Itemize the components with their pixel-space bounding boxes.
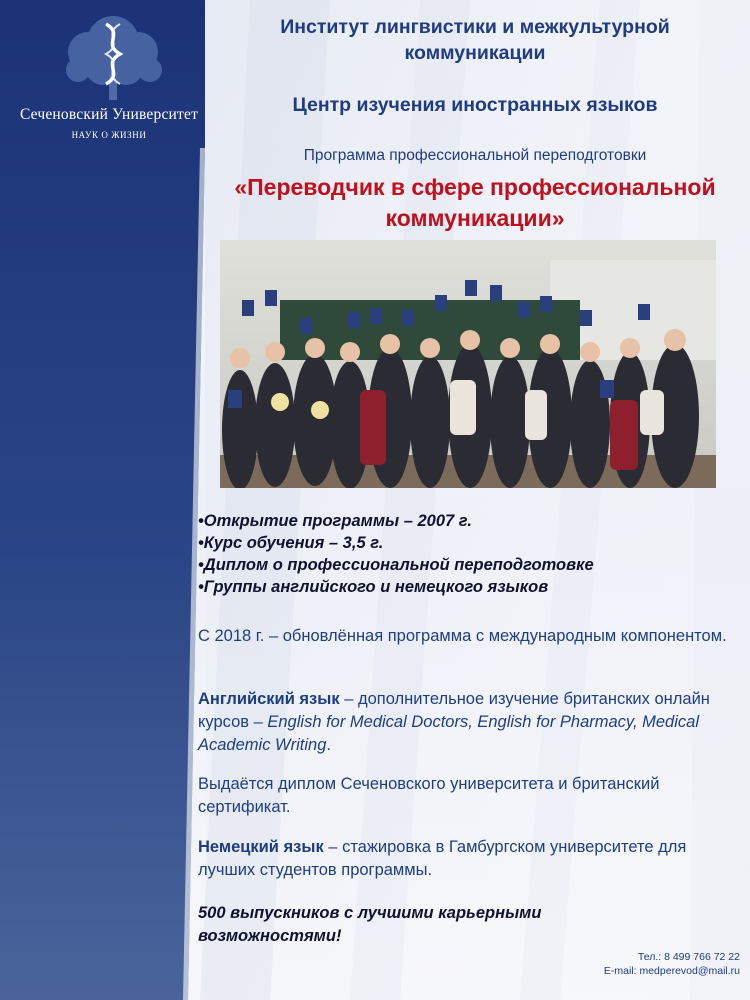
graduates-group-photo (220, 240, 716, 488)
contacts-block (604, 950, 740, 978)
graduates-statement: 500 выпускников с лучшими карьерными возможностями! (198, 904, 542, 945)
list-item: •Группы английского и немецкого языков (198, 578, 549, 596)
update-paragraph: С 2018 г. – обновлённая программа с международным компонентом. (198, 627, 727, 645)
logo-tagline: НАУК О ЖИЗНИ (71, 130, 147, 140)
german-text: – стажировка в Гамбургском университете для лучших студентов программы. (198, 838, 687, 879)
center-title: Центр изучения иностранных языков (292, 94, 658, 116)
list-item: •Открытие программы – 2007 г. (198, 512, 472, 530)
logo-university-name: Сеченовский Университет (19, 106, 199, 123)
english-end: . (326, 736, 331, 754)
german-lead: Немецкий язык (198, 838, 324, 856)
english-lead: Английский язык (198, 690, 340, 708)
german-paragraph (198, 836, 738, 882)
university-logo (10, 10, 200, 145)
program-name: «Переводчик в сфере профессиональной коммуникации» (234, 174, 716, 231)
contact-email[interactable]: E-mail: medperevod@mail.ru (603, 965, 740, 977)
diploma-paragraph: Выдаётся диплом Сеченовского университета и британский сертификат. (198, 775, 660, 816)
english-paragraph (198, 688, 738, 757)
program-type: Программа профессиональной переподготовки (303, 147, 647, 164)
english-courses: English for Medical Doctors, English for Pharmacy, Medical Academic Writing (198, 713, 699, 754)
english-text: – дополнительное изучение британских онлайн курсов – (198, 690, 710, 731)
contact-phone: Тел.: 8 499 766 72 22 (637, 951, 740, 963)
program-facts-list (198, 510, 738, 598)
institute-title: Институт лингвистики и межкультурной коммуникации (280, 16, 670, 64)
list-item: •Диплом о профессиональной переподготовке (198, 556, 594, 574)
tree-dna-icon (58, 12, 168, 102)
list-item: •Курс обучения – 3,5 г. (198, 534, 384, 552)
